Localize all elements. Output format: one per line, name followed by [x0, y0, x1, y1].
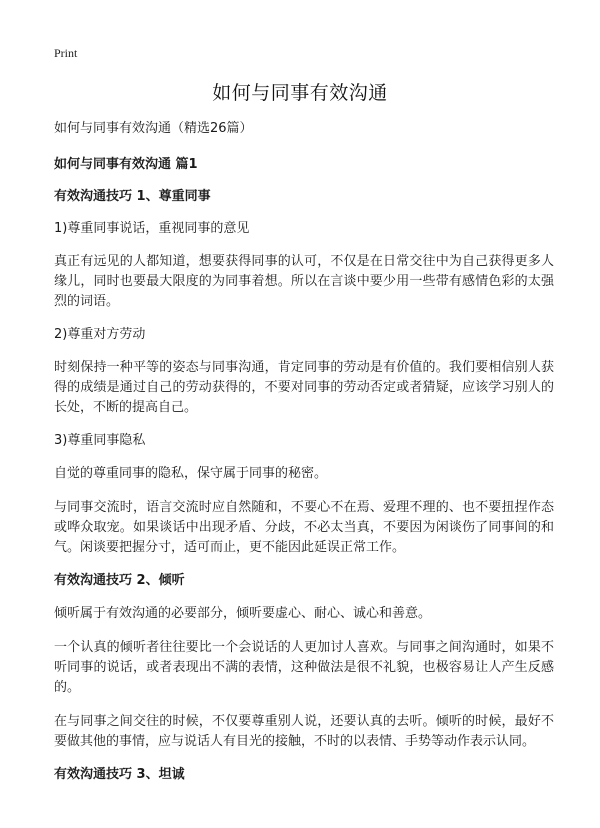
- paragraph: 在与同事之间交往的时候，不仅要尊重别人说，还要认真的去听。倾听的时候，最好不要做其他的事情，应与说话人有目光的接触，不时的以表情、手势等动作表示认同。: [54, 714, 554, 749]
- paragraph: 时刻保持一种平等的姿态与同事沟通，肯定同事的劳动是有价值的。我们要相信别人获得的成绩是通过自己的劳动获得的，不要对同事的劳动否定或者猜疑，应该学习别人的长处，不断的提高自己。: [54, 360, 554, 415]
- print-label: Print: [54, 46, 78, 60]
- tip-heading-2: 有效沟通技巧 2、倾听: [54, 573, 185, 588]
- section-heading: 如何与同事有效沟通 篇1: [54, 157, 198, 172]
- document-subtitle: 如何与同事有效沟通（精选26篇）: [54, 121, 253, 136]
- page-title: 如何与同事有效沟通: [212, 82, 388, 104]
- sub-heading-respect-privacy: 3)尊重同事隐私: [54, 433, 146, 448]
- paragraph: 一个认真的倾听者往往要比一个会说话的人更加讨人喜欢。与同事之间沟通时，如果不听同事的说话，或者表现出不满的表情，这种做法是很不礼貌，也极容易让人产生反感的。: [54, 640, 554, 695]
- paragraph: 真正有远见的人都知道，想要获得同事的认可，不仅是在日常交往中为自己获得更多人缘儿，同时也要最大限度的为同事着想。所以在言谈中要少用一些带有感情色彩的太强烈的词语。: [54, 254, 554, 309]
- document-body: [54, 120, 554, 798]
- paragraph: 倾听属于有效沟通的必要部分，倾听要虚心、耐心、诚心和善意。: [54, 606, 432, 621]
- paragraph: 自觉的尊重同事的隐私，保守属于同事的秘密。: [54, 466, 328, 481]
- sub-heading-respect-labor: 2)尊重对方劳动: [54, 327, 146, 342]
- tip-heading-1: 有效沟通技巧 1、尊重同事: [54, 189, 211, 204]
- tip-heading-3: 有效沟通技巧 3、坦诚: [54, 767, 185, 782]
- sub-heading-respect-speech: 1)尊重同事说话，重视同事的意见: [54, 221, 250, 236]
- paragraph: 与同事交流时，语言交流时应自然随和，不要心不在焉、爱理不理的、也不要扭捏作态或哗众取宠。如果谈话中出现矛盾、分歧，不必太当真，不要因为闲谈伤了同事间的和气。闲谈要把握分寸，适可而止，更不能因此延误正常工作。: [54, 500, 554, 555]
